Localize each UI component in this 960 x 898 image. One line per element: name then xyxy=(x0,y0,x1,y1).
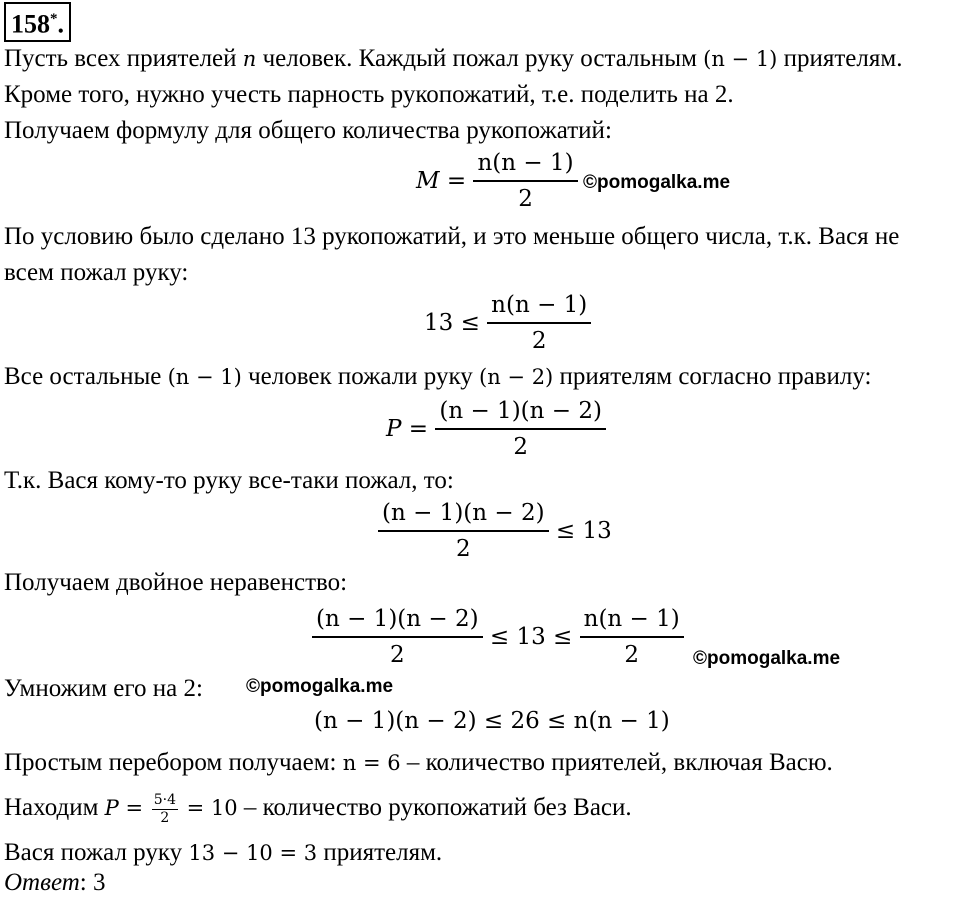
text-segment: – количество рукопожатий без Васи. xyxy=(237,794,632,822)
text-line-10 xyxy=(4,748,833,778)
text-segment: Вася пожал руку xyxy=(4,839,189,866)
formula-le-13 xyxy=(378,498,612,564)
fraction xyxy=(473,148,577,214)
fraction-denominator: 2 xyxy=(455,536,471,562)
formula-lhs: 13 ≤ xyxy=(424,310,488,336)
text-segment: Простым перебором получаем: xyxy=(4,749,343,776)
text-segment: приятелям согласно правилу: xyxy=(553,363,872,390)
text-segment: Находим xyxy=(4,794,105,822)
fraction-numerator: (n − 1)(n − 2) xyxy=(435,396,606,430)
fraction-numerator: (n − 1)(n − 2) xyxy=(378,498,549,532)
math-expr: (n − 1) xyxy=(703,47,778,71)
fraction-numerator: 5·4 xyxy=(153,792,176,808)
text-line-2: Кроме того, нужно учесть парность рукопожатий, т.е. поделить на 2. xyxy=(4,81,734,108)
text-segment: приятелям. xyxy=(317,839,443,866)
watermark: ©pomogalka.me xyxy=(246,676,394,697)
fraction-denominator: 2 xyxy=(389,642,405,668)
fraction-numerator: n(n − 1) xyxy=(473,148,577,182)
answer-label: Ответ xyxy=(4,869,80,896)
text-line-12 xyxy=(4,838,442,868)
answer-line xyxy=(4,868,105,898)
formula-rhs: ≤ 13 xyxy=(548,518,612,544)
watermark: ©pomogalka.me xyxy=(693,648,841,669)
text-line-3: Получаем формулу для общего количества рукопожатий: xyxy=(4,117,612,144)
fraction xyxy=(378,498,549,564)
fraction xyxy=(487,290,591,356)
fraction-numerator: n(n − 1) xyxy=(580,604,684,638)
fraction-denominator: 2 xyxy=(160,810,170,826)
text-line-8: Получаем двойное неравенство: xyxy=(4,569,348,596)
problem-star: * xyxy=(50,11,58,27)
text-segment: приятелям. xyxy=(777,45,903,72)
fraction-denominator: 2 xyxy=(513,434,528,460)
text-segment: Все остальные xyxy=(4,363,168,390)
math-var-n: n xyxy=(242,47,257,71)
fraction-numerator: (n − 1)(n − 2) xyxy=(312,604,483,638)
formula-double-inequality xyxy=(312,604,684,670)
text-line-11 xyxy=(4,792,632,827)
fraction-denominator: 2 xyxy=(531,328,547,354)
answer-value: : 3 xyxy=(79,869,106,896)
text-line-5: всем пожал руку: xyxy=(4,259,189,286)
text-line-9: Умножим его на 2: xyxy=(4,675,203,702)
formula-p xyxy=(386,396,606,462)
fraction-denominator: 2 xyxy=(518,186,533,212)
text-segment: человек пожали руку xyxy=(241,363,480,390)
math-expr: = 10 xyxy=(180,796,238,821)
problem-number: 158 xyxy=(11,9,50,39)
text-line-7: Т.к. Вася кому-то руку все-таки пожал, то: xyxy=(4,467,454,494)
text-line-1 xyxy=(4,44,902,74)
problem-dot: . xyxy=(57,9,64,39)
math-expr: (n − 1) xyxy=(167,365,242,389)
fraction xyxy=(435,396,606,462)
problem-number-box xyxy=(4,2,71,42)
formula-m xyxy=(416,148,578,214)
formula-13-le xyxy=(424,290,591,356)
math-expr: (n − 2) xyxy=(479,365,554,389)
text-segment: человек. Каждый пожал руку остальным xyxy=(256,45,704,72)
formula-lhs: P = xyxy=(386,416,436,442)
math-expr: n = 6 xyxy=(342,751,401,775)
math-var-p: P = xyxy=(104,796,150,821)
formula-middle: ≤ 13 ≤ xyxy=(482,624,580,650)
math-expr: 13 − 10 = 3 xyxy=(188,841,318,865)
fraction xyxy=(580,604,684,670)
fraction xyxy=(312,604,483,670)
small-fraction xyxy=(152,792,178,827)
formula-multiplied xyxy=(314,708,670,734)
fraction-numerator: n(n − 1) xyxy=(487,290,591,324)
fraction-denominator: 2 xyxy=(624,642,640,668)
text-segment: – количество приятелей, включая Васю. xyxy=(400,749,833,776)
text-line-4: По условию было сделано 13 рукопожатий, и это меньше общего числа, т.к. Вася не xyxy=(4,223,900,250)
text-line-6 xyxy=(4,362,871,392)
formula-lhs: M = xyxy=(416,168,474,194)
formula-expression: (n − 1)(n − 2) ≤ 26 ≤ n(n − 1) xyxy=(314,708,670,734)
text-segment: Пусть всех приятелей xyxy=(4,45,243,72)
watermark: ©pomogalka.me xyxy=(583,172,731,193)
